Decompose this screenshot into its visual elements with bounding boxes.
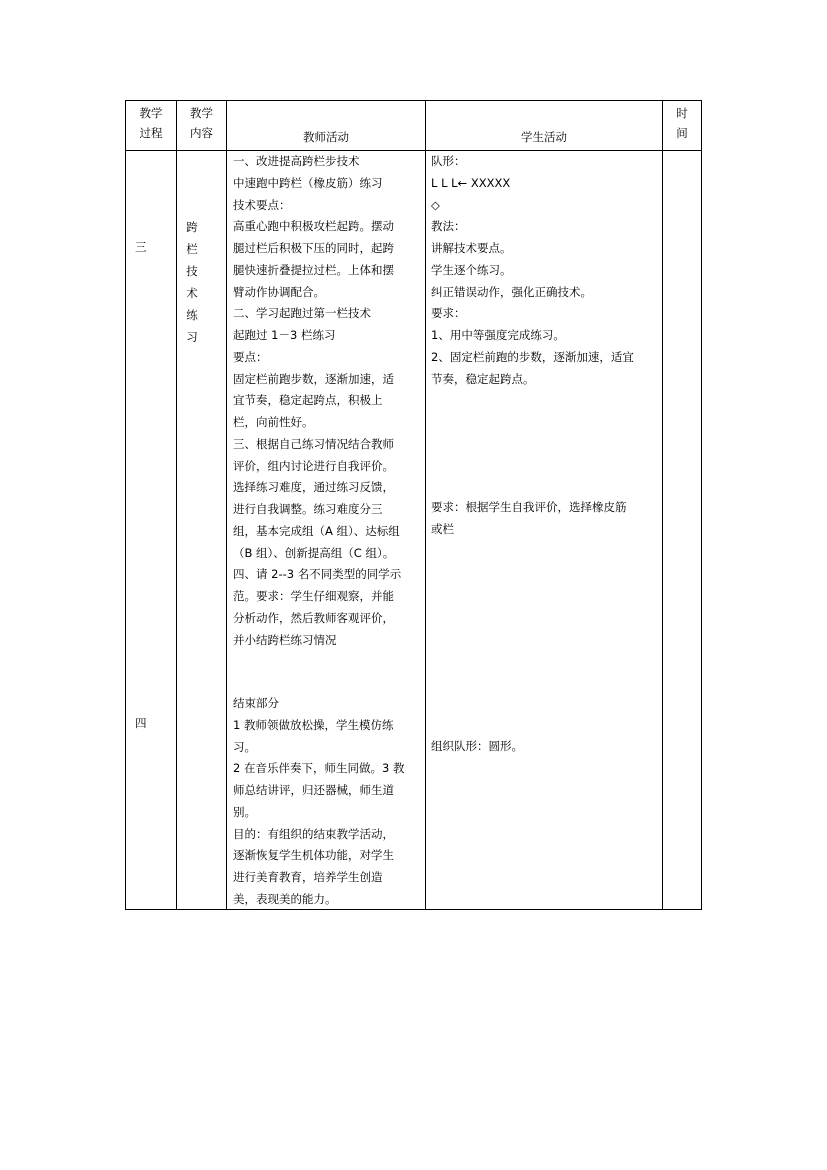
student-activity-line: ◇	[431, 197, 440, 212]
student-activity-cell	[426, 151, 663, 910]
teacher-ending-line: 进行美育教育，培养学生创造	[233, 870, 383, 884]
teacher-ending-line: 目的：有组织的结束教学活动，	[233, 826, 394, 841]
header-process-line2: 过程	[139, 126, 163, 140]
teacher-activity-line: 固定栏前跑步数，逐渐加速，适	[233, 371, 394, 386]
topic-char: 栏	[186, 242, 198, 256]
teacher-ending-line: 逐渐恢复学生机体功能，对学生	[233, 848, 394, 863]
teacher-activity-line: 进行自我调整。练习难度分三	[233, 502, 383, 516]
student-requirement-line: 或栏	[431, 521, 454, 536]
teacher-ending-line: 2 在音乐伴奏下，师生同做。3 教	[233, 761, 405, 776]
header-process-line1: 教学	[139, 106, 163, 120]
student-activity-line: 队形：	[431, 154, 466, 168]
header-time-line2: 间	[676, 126, 688, 140]
topic-char: 练	[186, 308, 198, 322]
teacher-activity-line: 宜节奏，稳定起跨点，积极上	[233, 393, 383, 408]
table-header-row	[126, 101, 702, 151]
student-activity-line: L L L← XXXXX	[431, 175, 511, 190]
teacher-activity-line: 要点：	[233, 349, 268, 364]
topic-char: 技	[186, 264, 198, 278]
teacher-activity-line: 起跑过 1－3 栏练习	[233, 328, 336, 342]
teacher-activity-line: 腿快速折叠提拉过栏。上体和摆	[233, 262, 394, 277]
student-activity-line: 节奏，稳定起跨点。	[431, 371, 535, 386]
header-content-line2: 内容	[190, 126, 213, 140]
header-content	[177, 101, 227, 151]
teacher-activity-line: 栏，向前性好。	[233, 415, 314, 429]
teacher-activity-line: 并小结跨栏练习情况	[233, 632, 337, 647]
teacher-activity-line: 臂动作协调配合。	[233, 284, 325, 299]
student-activity-line: 学生逐个练习。	[431, 262, 512, 277]
student-activity-line: 讲解技术要点。	[431, 241, 512, 255]
teacher-activity-line: 中速跑中跨栏（橡皮筋）练习	[233, 175, 383, 190]
header-content-line1: 教学	[190, 106, 213, 120]
student-activity-line: 2、固定栏前跑的步数，逐渐加速，适宜	[431, 349, 634, 364]
header-teacher: 教师活动	[227, 101, 426, 151]
teacher-activity-line: （B 组）、创新提高组（C 组）。	[233, 545, 395, 560]
teacher-ending-line: 师总结讲评，归还器械，师生道	[233, 783, 394, 797]
teacher-activity-line: 技术要点：	[233, 197, 291, 212]
teacher-activity-line: 四、请 2--3 名不同类型的同学示	[233, 567, 402, 582]
teacher-ending-line: 1 教师领做放松操，学生模仿练	[233, 717, 394, 732]
lesson-plan-table	[125, 100, 702, 910]
student-activity-line: 要求：	[431, 306, 466, 321]
teacher-ending-line: 别。	[233, 804, 256, 819]
teacher-ending-line: 习。	[233, 739, 256, 754]
topic-char: 习	[186, 330, 198, 344]
student-formation-line: 组织队形：圆形。	[431, 739, 523, 753]
teacher-activity-line: 组，基本完成组（A 组）、达标组	[233, 523, 400, 538]
header-process	[126, 101, 177, 151]
table-body-row	[126, 151, 702, 910]
teacher-activity-line: 范。要求：学生仔细观察，并能	[233, 589, 394, 603]
process-cell	[126, 151, 177, 910]
header-time	[663, 101, 702, 151]
teacher-activity-line: 三、根据自己练习情况结合教师	[233, 436, 394, 451]
teacher-ending-line: 美，表现美的能力。	[233, 891, 337, 906]
student-requirement-line: 要求：根据学生自我评价，选择橡皮筋	[431, 500, 627, 514]
section-label-3: 三	[135, 240, 147, 254]
teacher-ending-line: 结束部分	[233, 696, 279, 710]
topic-char: 术	[186, 286, 198, 300]
teacher-activity-line: 高重心跑中积极攻栏起跨。摆动	[233, 219, 394, 234]
student-activity-line: 纠正错误动作，强化正确技术。	[431, 284, 592, 299]
teacher-activity-line: 选择练习难度，通过练习反馈，	[233, 480, 394, 495]
header-time-line1: 时	[676, 106, 688, 120]
topic-vertical-text	[185, 216, 199, 348]
section-label-4: 四	[135, 716, 147, 730]
student-activity-line: 教法：	[431, 219, 466, 234]
teacher-activity-line: 分析动作，然后教师客观评价，	[233, 610, 394, 625]
header-student: 学生活动	[426, 101, 663, 151]
content-cell	[177, 151, 227, 910]
teacher-activity-line: 腿过栏后积极下压的同时，起跨	[233, 241, 394, 255]
student-activity-line: 1、用中等强度完成练习。	[431, 328, 565, 342]
teacher-activity-cell	[227, 151, 426, 910]
topic-char: 跨	[186, 220, 198, 234]
teacher-activity-line: 二、学习起跑过第一栏技术	[233, 306, 371, 321]
teacher-activity-line: 评价，组内讨论进行自我评价。	[233, 458, 394, 473]
time-cell	[663, 151, 702, 910]
teacher-activity-line: 一、改进提高跨栏步技术	[233, 154, 360, 168]
